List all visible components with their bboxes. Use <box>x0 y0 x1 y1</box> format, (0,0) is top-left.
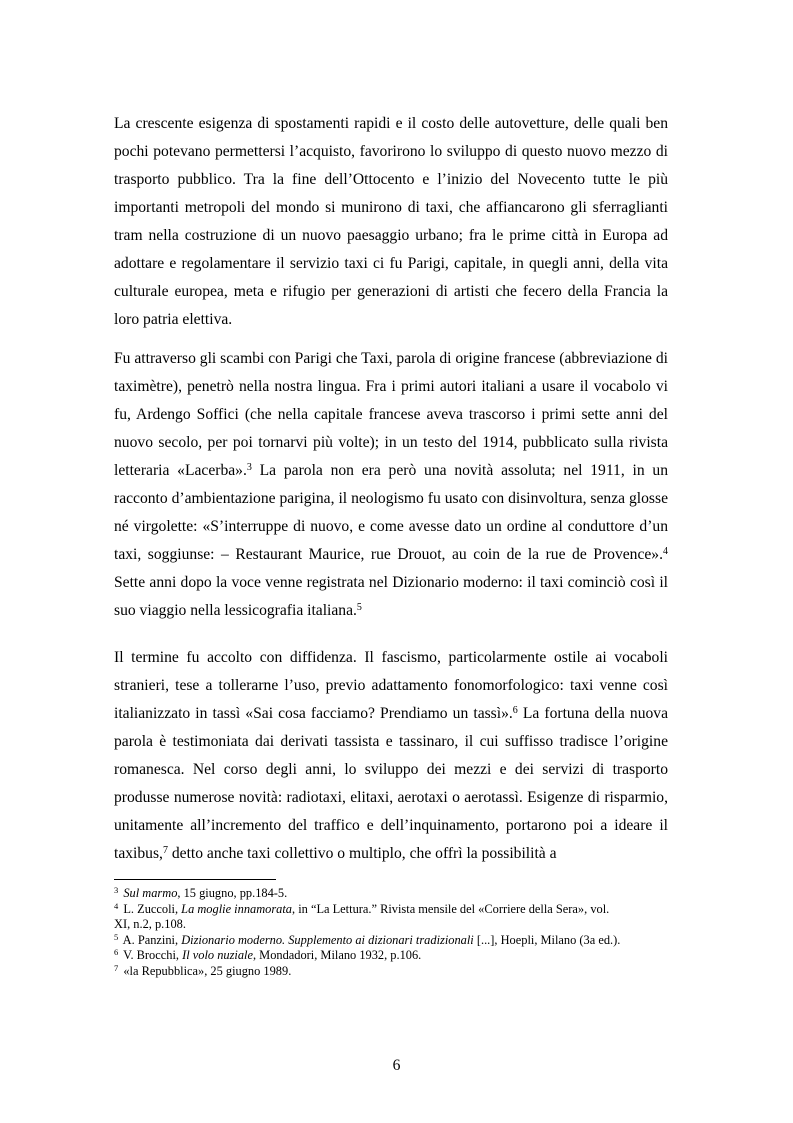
footnote-author: V. Brocchi, <box>123 948 183 963</box>
footnote-7 <box>114 964 674 980</box>
paragraph-1 <box>114 110 668 334</box>
paragraph-2-part-a: Fu attraverso gli scambi con Parigi che Taxi, parola di origine francese (abbreviazione di taximètre), penetrò nella nostra lingua. Fra i primi autori italiani a usare il vocabolo vi fu, Ardengo Soffici (che nella capitale francese aveva trascorso i primi sette anni del nuovo secolo, per poi tornarvi più volte); in un testo del 1914, pubblicato sulla rivista letteraria «Lacerba». <box>114 350 668 479</box>
footnote-text: [...], Hoepli, Milano (3a ed.). <box>473 932 621 947</box>
footnote-title: Sul marmo <box>123 886 178 900</box>
paragraph-2-part-c: Sette anni dopo la voce venne registrata nel Dizionario moderno: il taxi cominciò così il suo viaggio nella lessicografia italiana. <box>114 574 668 619</box>
footnote-ref-7: 7 <box>162 845 168 856</box>
paragraph-3-text <box>114 644 668 868</box>
footnote-number: 3 <box>114 885 119 895</box>
page-number: 6 <box>392 1057 401 1074</box>
paragraph-3-part-c: detto anche taxi collettivo o multiplo, che offrì la possibilità a <box>167 845 557 862</box>
footnote-4 <box>114 902 674 933</box>
footnote-author: L. Zuccoli, <box>123 901 182 916</box>
footnote-title: La moglie innamorata <box>181 901 293 916</box>
paragraph-3-part-b: La fortuna della nuova parola è testimoniata dai derivati tassista e tassinaro, il cui suffisso tradisce l’origine romanesca. Nel corso degli anni, lo sviluppo dei mezzi e dei servizi di trasporto produsse numerose novità: radiotaxi, elitaxi, aerotaxi o aerotassì. Esigenze di risparmio, unitamente all’incremento del traffico e dell’inquinamento, portarono poi a ideare il taxibus, <box>114 705 669 862</box>
footnote-title: Dizionario moderno. Supplemento ai dizionari tradizionali <box>181 932 474 947</box>
paragraph-2 <box>114 345 668 625</box>
footnote-ref-6: 6 <box>512 705 518 716</box>
paragraph-3-part-a: Il termine fu accolto con diffidenza. Il fascismo, particolarmente ostile ai vocaboli stranieri, tese a tollerarne l’uso, previo adattamento fonomorfologico: taxi venne così italianizzato in tassì «Sai cosa facciamo? Prendiamo un tassì». <box>114 649 668 722</box>
footnote-text: , in “La Lettura.” Rivista mensile del «Corriere della Sera», vol. <box>292 901 610 916</box>
footnote-ref-4: 4 <box>663 546 668 557</box>
paragraph-3 <box>114 644 668 868</box>
paragraph-2-part-b: La parola non era però una novità assoluta; nel 1911, in un racconto d’ambientazione parigina, il neologismo fu usato con disinvoltura, senza glosse né virgolette: «S’interruppe di nuovo, e come avesse dato un ordine al conduttore d’un taxi, soggiunse: – Restaurant Maurice, rue Drouot, au coin de la rue de Provence». <box>114 462 668 563</box>
footnote-3 <box>114 886 674 902</box>
footnote-continuation: XI, n.2, p.108. <box>114 917 186 932</box>
footnote-ref-5: 5 <box>356 602 362 613</box>
footnote-ref-3: 3 <box>246 462 252 473</box>
footnote-text: «la Repubblica», 25 giugno 1989. <box>123 963 292 978</box>
footnote-author: A. Panzini, <box>122 932 182 947</box>
footnote-text: , Mondadori, Milano 1932, p.106. <box>252 948 422 963</box>
footnote-text: , 15 giugno, pp.184-5. <box>177 886 288 900</box>
footnotes <box>114 886 674 980</box>
footnote-title: Il volo nuziale <box>182 948 253 963</box>
paragraph-1-text: La crescente esigenza di spostamenti rapidi e il costo delle autovetture, delle quali ben pochi potevano permettersi l’acquisto, favorirono lo sviluppo di questo nuovo mezzo di trasporto pubblico. Tra la fine dell’Ottocento e l’inizio del Novecento tutte le più importanti metropoli del mondo si munirono di taxi, che affiancarono gli sferraglianti tram nella costruzione di un nuovo paesaggio urbano; fra le prime città in Europa ad adottare e regolamentare il servizio taxi ci fu Parigi, capitale, in quegli anni, della vita culturale europea, meta e rifugio per generazioni di artisti che fecero della Francia la loro patria elettiva. <box>114 115 668 328</box>
footnote-number: 7 <box>114 962 119 973</box>
footnote-6 <box>114 948 674 964</box>
footnote-number: 5 <box>114 931 119 942</box>
footnote-number: 6 <box>114 947 119 958</box>
footnote-5 <box>114 933 674 949</box>
footnote-separator <box>114 879 276 880</box>
footnote-number: 4 <box>114 900 119 911</box>
paragraph-2-text <box>114 345 668 625</box>
